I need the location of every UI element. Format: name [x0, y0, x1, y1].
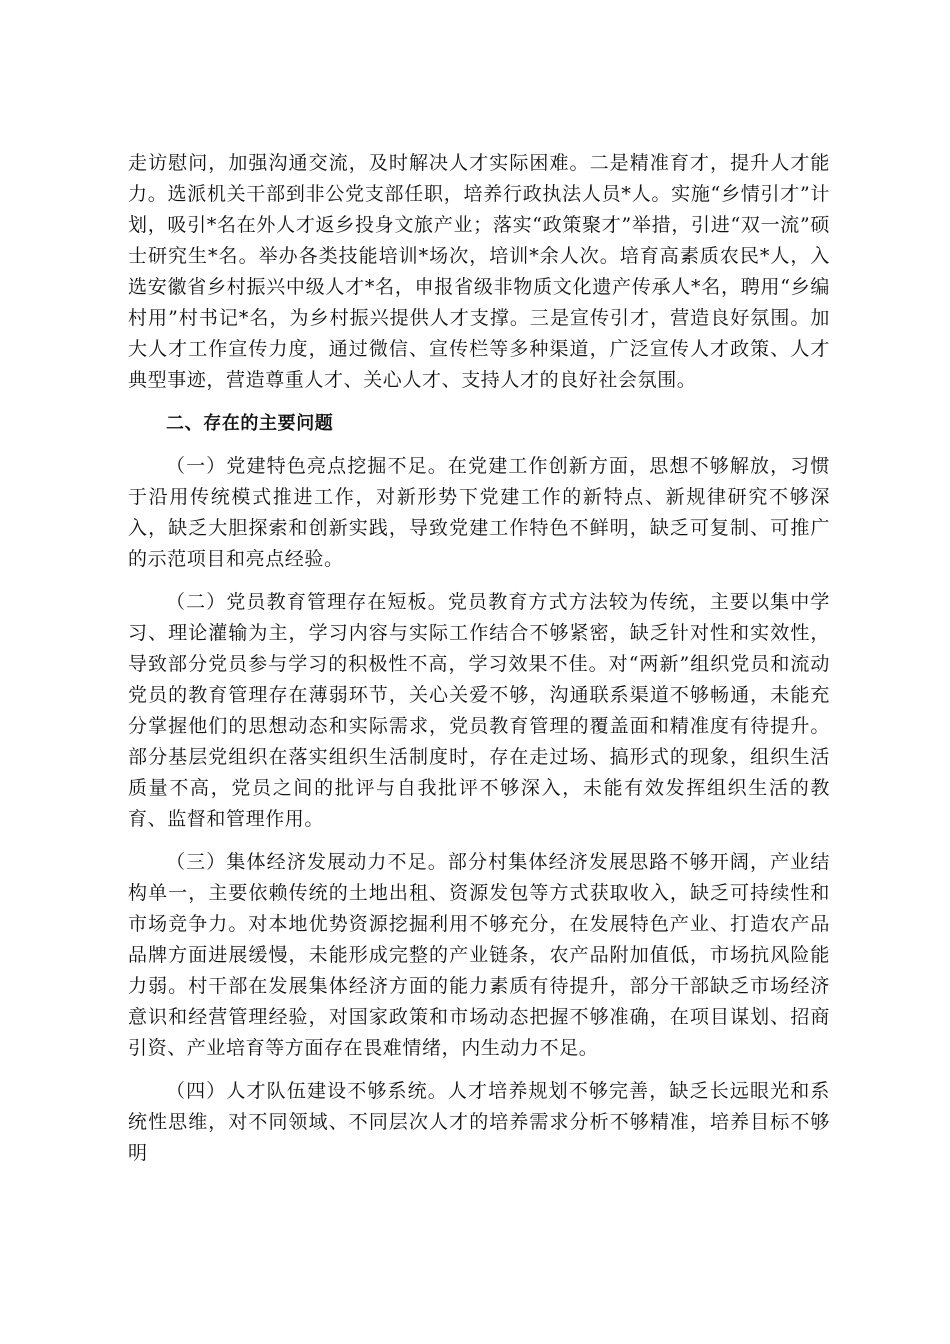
paragraph-problem-3-collective-economy: （三）集体经济发展动力不足。部分村集体经济发展思路不够开阔，产业结构单一，主要依赖传统的土地出租、资源发包等方式获取收入，缺乏可持续性和市场竞争力。对本地优势资源挖掘利用不够充分，在发展特色产业、打造农产品品牌方面进展缓慢，未能形成完整的产业链条，农产品附加值低，市场抗风险能力弱。村干部在发展集体经济方面的能力素质有待提升，部分干部缺乏市场经济意识和经营管理经验，对国家政策和市场动态把握不够准确，在项目谋划、招商引资、产业培育等方面存在畏难情绪，内生动力不足。 — [128, 851, 830, 1059]
document-body — [128, 148, 830, 1181]
paragraph-talent-work-summary: 走访慰问，加强沟通交流，及时解决人才实际困难。二是精准育才，提升人才能力。选派机关干部到非公党支部任职，培养行政执法人员*人。实施“乡情引才”计划，吸引*名在外人才返乡投身文旅产业；落实“政策聚才”举措，引进“双一流”硕士研究生*名。举办各类技能培训*场次，培训*余人次。培育高素质农民*人，入选安徽省乡村振兴中级人才*名，申报省级非物质文化遗产传承人*名，聘用“乡编村用”村书记*名，为乡村振兴提供人才支撑。三是宣传引才，营造良好氛围。加大人才工作宣传力度，通过微信、宣传栏等多种渠道，广泛宣传人才政策、人才典型事迹，营造尊重人才、关心人才、支持人才的良好社会氛围。 — [128, 152, 830, 391]
paragraph-problem-2-member-education: （二）党员教育管理存在短板。党员教育方式方法较为传统，主要以集中学习、理论灌输为主，学习内容与实际工作结合不够紧密，缺乏针对性和实效性，导致部分党员参与学习的积极性不高，学习效果不佳。对“两新”组织党员和流动党员的教育管理存在薄弱环节，关心关爱不够，沟通联系渠道不够畅通，未能充分掌握他们的思想动态和实际需求，党员教育管理的覆盖面和精准度有待提升。部分基层党组织在落实组织生活制度时，存在走过场、搞形式的现象，组织生活质量不高，党员之间的批评与自我批评不够深入，未能有效发挥组织生活的教育、监督和管理作用。 — [128, 591, 830, 830]
paragraph-problem-1-party-building: （一）党建特色亮点挖掘不足。在党建工作创新方面，思想不够解放，习惯于沿用传统模式推进工作，对新形势下党建工作的新特点、新规律研究不够深入，缺乏大胆探索和创新实践，导致党建工作特色不鲜明，缺乏可复制、可推广的示范项目和亮点经验。 — [128, 455, 830, 570]
paragraph-problem-4-talent-team: （四）人才队伍建设不够系统。人才培养规划不够完善，缺乏长远眼光和系统性思维，对不同领域、不同层次人才的培养需求分析不够精准，培养目标不够明 — [128, 1080, 830, 1164]
section-heading-main-problems: 二、存在的主要问题 — [166, 413, 334, 434]
